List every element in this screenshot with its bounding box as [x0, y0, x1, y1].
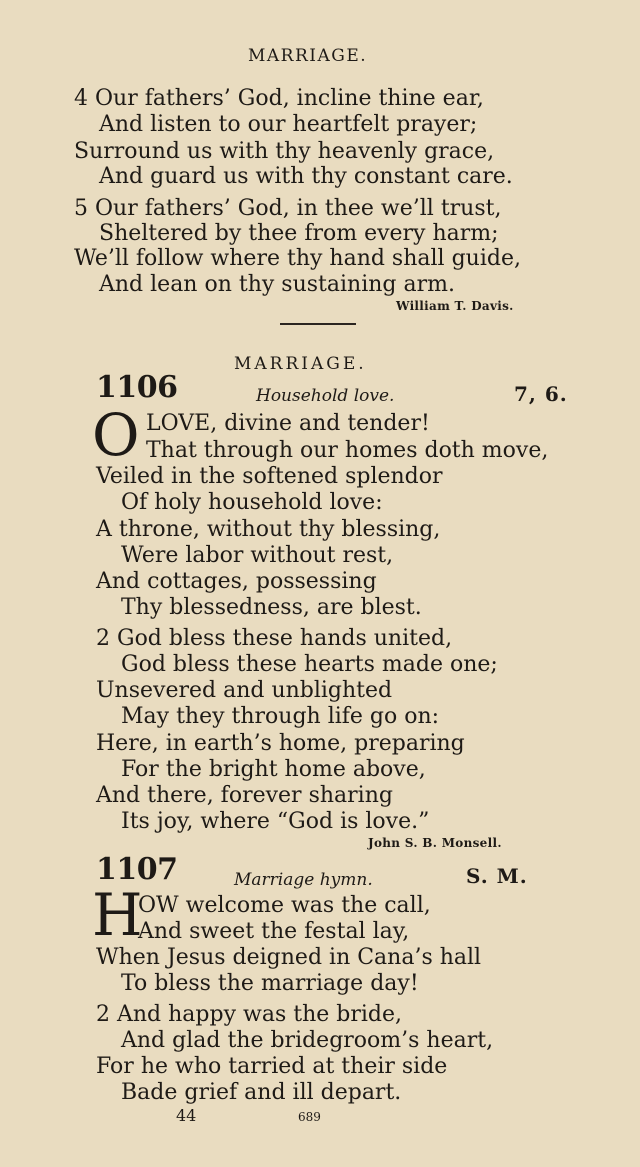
hymn-meter: S. M.	[466, 864, 528, 888]
verse-line: 4 Our fathers’ God, incline thine ear,	[74, 86, 484, 111]
verse-line: Surround us with thy heavenly grace,	[74, 139, 495, 164]
verse-line: And lean on thy sustaining arm.	[99, 272, 455, 297]
verse-line: Were labor without rest,	[121, 543, 394, 568]
section-header: MARRIAGE.	[234, 354, 367, 374]
verse-line: Thy blessedness, are blest.	[121, 595, 422, 620]
verse-line: 2 And happy was the bride,	[96, 1002, 402, 1027]
page-number: 689	[298, 1110, 321, 1124]
verse-line: A throne, without thy blessing,	[96, 517, 441, 542]
drop-cap: H	[92, 881, 143, 949]
hymn-meter: 7, 6.	[514, 382, 568, 406]
verse-line: And sweet the festal lay,	[138, 919, 410, 944]
verse-line: And guard us with thy constant care.	[99, 164, 513, 189]
verse-line: 5 Our fathers’ God, in thee we’ll trust,	[74, 196, 502, 221]
verse-line: Of holy household love:	[121, 490, 383, 515]
author-credit: John S. B. Monsell.	[368, 836, 502, 850]
verse-line: LOVE, divine and tender!	[146, 411, 430, 436]
drop-cap: O	[92, 401, 140, 469]
verse-line: Here, in earth’s home, preparing	[96, 731, 465, 756]
verse-line: To bless the marriage day!	[121, 971, 419, 996]
verse-line: We’ll follow where thy hand shall guide,	[74, 246, 521, 271]
verse-line: And glad the bridegroom’s heart,	[121, 1028, 494, 1053]
hymn-title: Marriage hymn.	[234, 870, 373, 890]
verse-line: And there, forever sharing	[96, 783, 393, 808]
signature-mark: 44	[176, 1106, 197, 1125]
divider-rule	[280, 323, 356, 325]
page-header: MARRIAGE.	[248, 46, 368, 66]
hymn-number: 1107	[96, 852, 178, 887]
verse-line: God bless these hearts made one;	[121, 652, 498, 677]
verse-line: For he who tarried at their side	[96, 1054, 448, 1079]
verse-line: OW welcome was the call,	[138, 893, 431, 918]
verse-line: Sheltered by thee from every harm;	[99, 221, 499, 246]
hymn-number: 1106	[96, 370, 178, 405]
verse-line: Its joy, where “God is love.”	[121, 809, 430, 834]
verse-line: Unsevered and unblighted	[96, 678, 393, 703]
verse-line: When Jesus deigned in Cana’s hall	[96, 945, 482, 970]
verse-line: And cottages, possessing	[96, 569, 377, 594]
verse-line: May they through life go on:	[121, 704, 440, 729]
verse-line: Veiled in the softened splendor	[96, 464, 443, 489]
verse-line: That through our homes doth move,	[146, 438, 549, 463]
verse-line: And listen to our heartfelt prayer;	[99, 112, 478, 137]
verse-line: For the bright home above,	[121, 757, 426, 782]
author-credit: William T. Davis.	[396, 299, 514, 313]
verse-line: 2 God bless these hands united,	[96, 626, 453, 651]
hymn-title: Household love.	[256, 386, 395, 406]
verse-line: Bade grief and ill depart.	[121, 1080, 402, 1105]
